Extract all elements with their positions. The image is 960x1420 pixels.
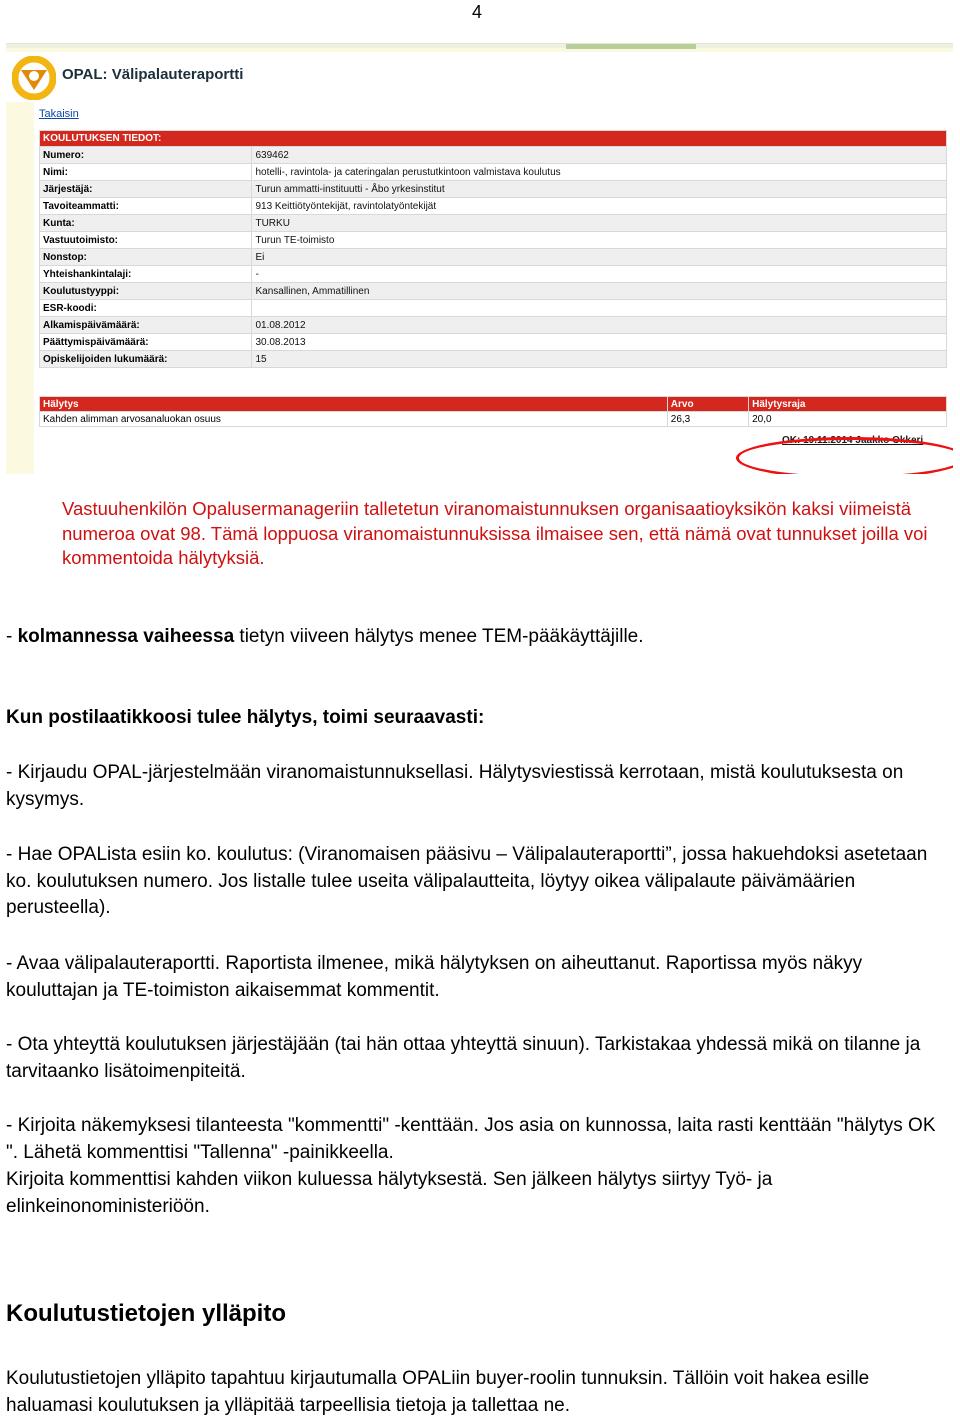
alert-ok-link[interactable]: OK: 19.11.2014 Jaakko Okkeri [782, 435, 924, 446]
alert-ok-note [782, 435, 923, 446]
third-phase-prefix: - [6, 626, 18, 647]
table-row: Kunta: TURKU [40, 215, 947, 232]
table-row: Yhteishankintalaji: - [40, 266, 947, 283]
alert-row [40, 412, 947, 427]
app-title: OPAL: Välipalauteraportti [62, 66, 244, 83]
section-body: Koulutustietojen ylläpito tapahtuu kirjautumalla OPALiin buyer-roolin tunnuksin. Tällöin voit hakea esille haluamasi koulutuksen ja ylläpitää tarpeellisia tietoja ja tallettaa ne. [6, 1368, 870, 1416]
green-tab-strip [566, 44, 696, 49]
table-row: Opiskelijoiden lukumäärä: 15 [40, 351, 947, 368]
opal-screenshot [6, 43, 953, 474]
threshold-col-header: Hälytysraja [749, 397, 947, 412]
alert-name: Kahden alimman arvosanaluokan osuus [40, 412, 668, 427]
course-info-table [39, 130, 947, 368]
step-comment: - Kirjoita näkemyksesi tilanteesta "kommentti" -kenttään. Jos asia on kunnossa, laita rasti kenttään "hälytys OK ". Lähetä kommenttisi "Tallenna" -painikkeella. [6, 1115, 936, 1163]
table-row: Nimi: hotelli-, ravintola- ja cateringalan perustutkintoon valmistava koulutus [40, 164, 947, 181]
instructions-heading: Kun postilaatikkoosi tulee hälytys, toimi seuraavasti: [6, 707, 485, 728]
table-row: Vastuutoimisto: Turun TE-toimisto [40, 232, 947, 249]
step-open-report: - Avaa välipalauteraportti. Raportista ilmenee, mikä hälytyksen on aiheuttanut. Raportissa myös näkyy kouluttajan ja TE-toimiston aikaisemmat kommentit. [6, 953, 863, 1001]
step-contact: - Ota yhteyttä koulutuksen järjestäjään (tai hän ottaa yhteyttä sinuun). Tarkistakaa yhdessä mikä on tilanne ja tarvitaanko lisätoimenpiteitä. [6, 1034, 921, 1082]
alert-value: 26,3 [667, 412, 748, 427]
browser-top-strip [6, 44, 953, 48]
table-row: Tavoiteammatti: 913 Keittiötyöntekijät, ravintolatyöntekijät [40, 198, 947, 215]
table-row: Päättymispäivämäärä: 30.08.2013 [40, 334, 947, 351]
third-phase-paragraph [6, 624, 950, 651]
step-deadline: Kirjoita kommenttisi kahden viikon kuluessa hälytyksestä. Sen jälkeen hälytys siirtyy Työ- ja elinkeinonoministeriöön. [6, 1169, 773, 1217]
table-row: Järjestäjä: Turun ammatti-instituutti - Åbo yrkesinstitut [40, 181, 947, 198]
step-search: - Hae OPALista esiin ko. koulutus: (Viranomaisen pääsivu – Välipalauteraportti”, jossa hakuehdoksi asetetaan ko. koulutuksen numero. Jos listalle tulee useita välipalautteita, löytyy oikea välipalaute päivämäärien perusteella). [6, 844, 928, 918]
section-title: Koulutustietojen ylläpito [6, 1300, 286, 1327]
alert-col-header: Hälytys [40, 397, 668, 412]
third-phase-rest: tietyn viiveen hälytys menee TEM-pääkäyttäjille. [234, 626, 644, 647]
third-phase-bold: kolmannessa vaiheessa [17, 626, 235, 647]
course-info-header: KOULUTUKSEN TIEDOT: [40, 131, 947, 147]
opal-logo-icon [12, 56, 56, 100]
table-row: Numero: 639462 [40, 147, 947, 164]
alert-table-header [40, 397, 947, 412]
value-col-header: Arvo [667, 397, 748, 412]
step-login: - Kirjaudu OPAL-järjestelmään viranomaistunnuksellasi. Hälytysviestissä kerrotaan, mistä koulutuksesta on kysymys. [6, 762, 904, 810]
alert-table [39, 396, 947, 427]
table-row: Koulutustyyppi: Kansallinen, Ammatillinen [40, 283, 947, 300]
table-row: ESR-koodi: [40, 300, 947, 317]
report-panel [34, 102, 953, 474]
page-number: 4 [472, 2, 483, 22]
opal-header [6, 52, 953, 102]
table-row: Alkamispäivämäärä: 01.08.2012 [40, 317, 947, 334]
alert-threshold: 20,0 [749, 412, 947, 427]
table-row: Nonstop: Ei [40, 249, 947, 266]
red-note: Vastuuhenkilön Opalusermanageriin talletetun viranomaistunnuksen organisaatioyksikön kaksi viimeistä numeroa ovat 98. Tämä loppuosa viranomaistunnuksissa ilmaisee sen, että nämä ovat tunnukset joilla voi kommentoida hälytyksiä. [62, 498, 928, 568]
back-link[interactable]: Takaisin [39, 108, 79, 120]
